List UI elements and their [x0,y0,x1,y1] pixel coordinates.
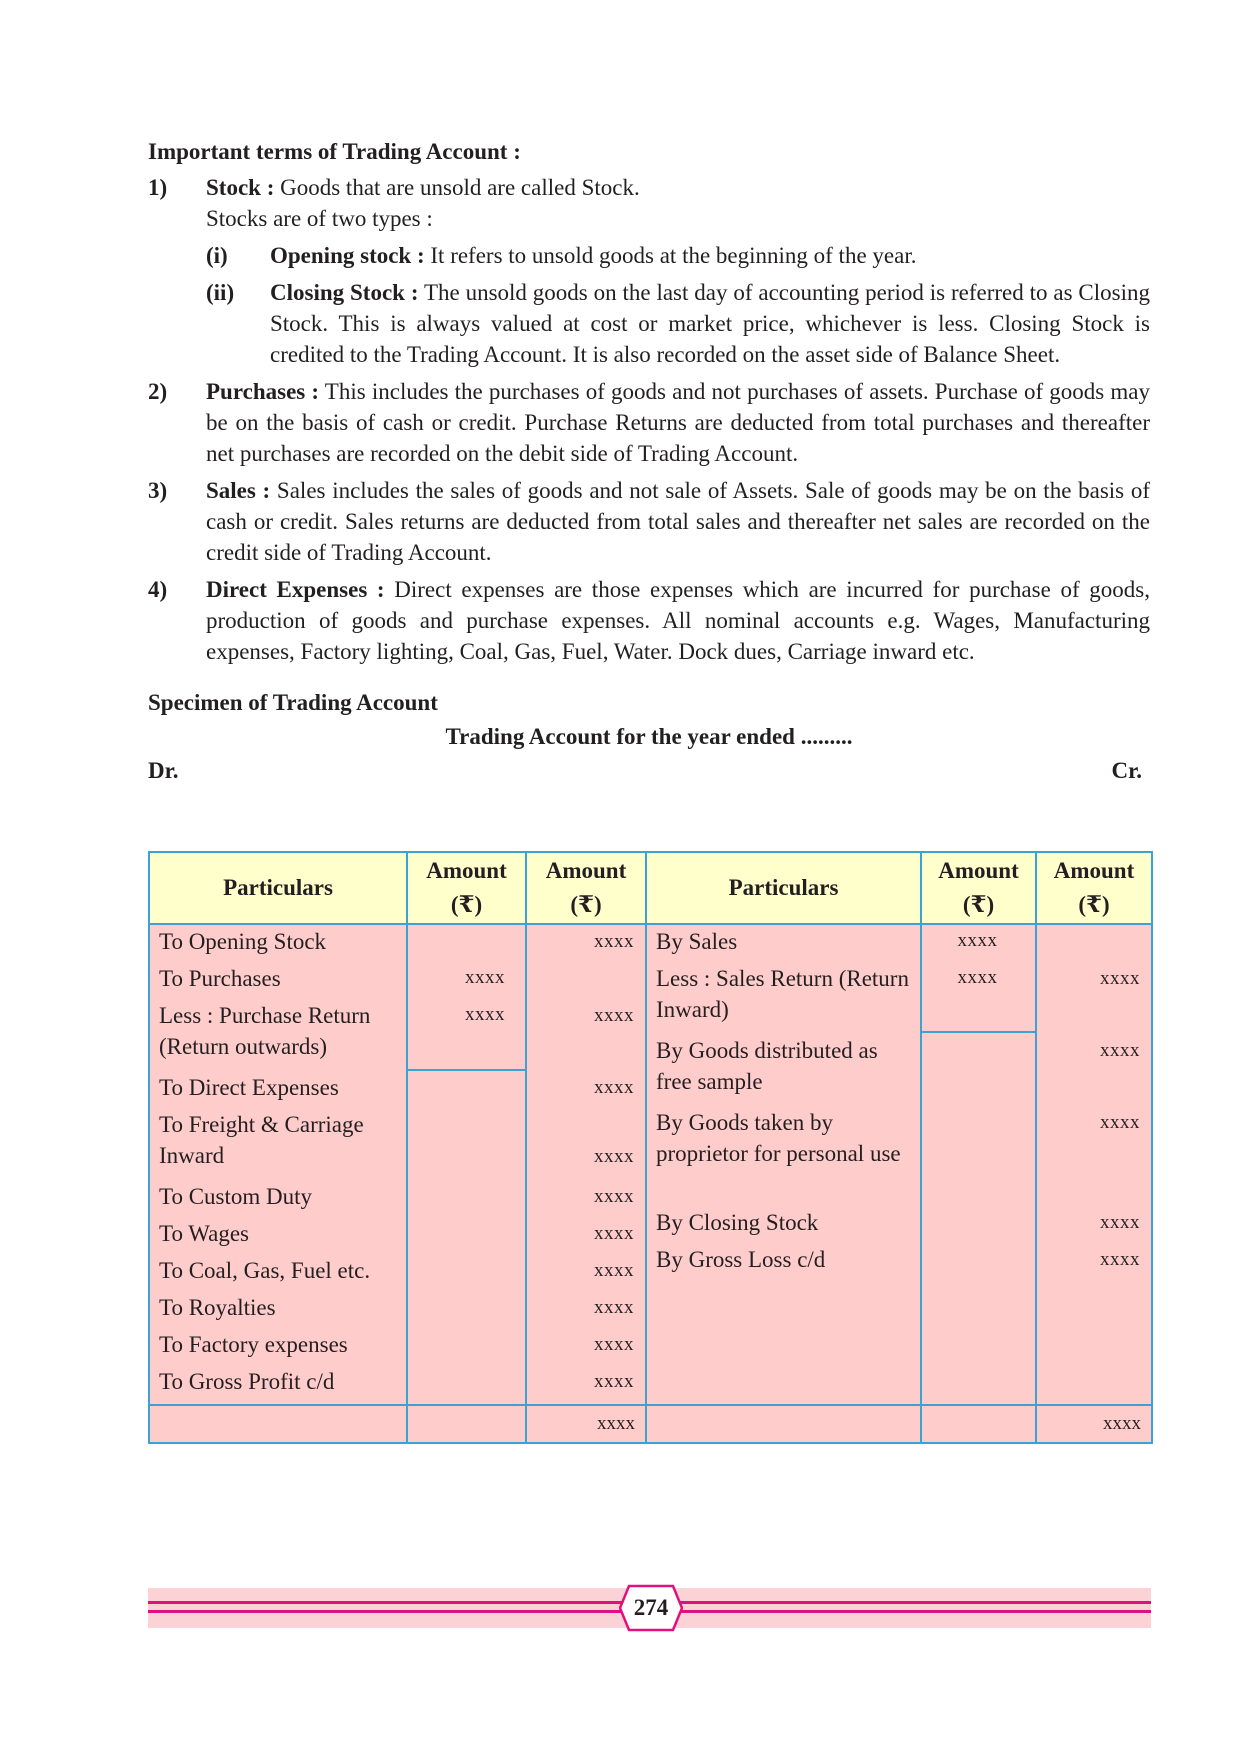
table-cell: xxxx [594,1146,634,1167]
table-cell: xxxx [594,1260,634,1281]
table-body-row [149,924,1152,1405]
table-cell: xxxx [1100,1112,1140,1133]
credit-total: xxxx [1036,1405,1152,1443]
term-text: Goods that are unsold are called Stock. [274,175,640,200]
table-cell: To Royalties [159,1295,276,1320]
table-cell: To Coal, Gas, Fuel etc. [159,1258,371,1283]
subitem-title: Opening stock : [270,243,425,268]
debit-amount-header-2: Amount (₹) [526,852,646,924]
table-cell [528,963,644,1000]
debit-inner-amount-column [407,924,526,1405]
dr-cr-row [148,752,1150,786]
subitem-title: Closing Stock : [270,280,419,305]
section-heading: Important terms of Trading Account : [148,139,521,164]
term-title: Direct Expenses : [206,577,385,602]
table-cell: By Goods taken by proprietor for personal use [656,1110,901,1166]
table-cell: To Opening Stock [159,929,327,954]
debit-label: Dr. [148,758,179,783]
term-number: 4) [148,577,168,602]
debit-particulars-column [149,924,407,1405]
debit-total: xxxx [526,1405,646,1443]
term-number: 2) [148,379,168,404]
stock-type-opening [206,240,1150,271]
term-text: This includes the purchases of goods and not purchases of assets. Purchase of goods may be on the basis of cash or credit. Purchase Returns are deducted from total purchases and thereafter net purchases are recorded on the debit side of Trading Account. [206,379,1150,466]
table-cell: To Custom Duty [159,1184,313,1209]
table-cell: To Purchases [159,966,281,991]
specimen-heading: Specimen of Trading Account [148,690,438,715]
table-cell [921,1405,1036,1443]
credit-amount-header-2: Amount (₹) [1036,852,1152,924]
table-cell: xxxx [957,967,998,988]
subitem-number: (i) [206,243,228,268]
credit-amount-header-1: Amount (₹) [921,852,1036,924]
debit-amount-header-1: Amount (₹) [407,852,526,924]
credit-particulars-header: Particulars [646,852,921,924]
table-cell: Less : Sales Return (Return Inward) [656,966,909,1022]
page-number: 274 [633,1595,669,1620]
term-sales [148,475,1150,568]
table-cell: By Gross Loss c/d [656,1247,826,1272]
table-cell [407,1405,526,1443]
table-cell: To Freight & Carriage Inward [159,1112,364,1168]
debit-particulars-header: Particulars [149,852,407,924]
table-header-row [149,852,1152,924]
subitem-number: (ii) [206,280,235,305]
table-cell: To Gross Profit c/d [159,1369,335,1394]
credit-inner-amount-column [921,924,1036,1405]
table-cell: xxxx [594,1371,634,1392]
term-title: Sales : [206,478,271,503]
credit-label: Cr. [1111,758,1142,783]
table-cell: xxxx [594,931,634,952]
table-cell: By Sales [656,929,738,954]
credit-outer-amount-column [1036,924,1152,1405]
term-direct-expenses [148,574,1150,667]
table-cell: xxxx [957,930,998,951]
trading-account-table [148,851,1151,1444]
table-cell [646,1405,921,1443]
term-text: Direct expenses are those expenses which are incurred for purchase of goods, production of goods and purchase expenses. All nominal accounts e.g. Wages, Manufacturing expenses, Factory lighting, Coal, Gas, Fuel, Water. Dock dues, Carriage inward etc. [206,577,1150,664]
credit-particulars-column [646,924,921,1405]
term-title: Stock : [206,175,275,200]
table-cell: To Direct Expenses [159,1075,339,1100]
term-purchases [148,376,1150,469]
table-total-row [149,1405,1152,1443]
table-cell: xxxx [1100,1212,1140,1233]
account-title: Trading Account for the year ended ......... [445,724,853,749]
debit-outer-amount-column [526,924,646,1405]
table-cell: xxxx [594,1005,634,1026]
table-cell: By Closing Stock [656,1210,819,1235]
stock-types-intro: Stocks are of two types : [206,206,433,231]
table-cell: To Wages [159,1221,250,1246]
page-content [148,136,1150,786]
table-cell: xxxx [465,1004,505,1025]
term-text: Sales includes the sales of goods and not sale of Assets. Sale of goods may be on the basis of cash or credit. Sales returns are deducted from total sales and thereafter net sales are recorded on the credit side of Trading Account. [206,478,1150,565]
table-cell: xxxx [465,967,505,988]
stock-type-closing [206,277,1150,370]
table-cell [1038,926,1150,963]
table-cell: xxxx [594,1297,634,1318]
term-title: Purchases : [206,379,320,404]
table-cell: By Goods distributed as free sample [656,1038,878,1094]
table-cell: xxxx [1100,1040,1140,1061]
page-footer [148,1588,1151,1628]
table-cell: xxxx [594,1334,634,1355]
term-stock [148,172,1150,370]
subitem-text: The unsold goods on the last day of accounting period is referred to as Closing Stock. This is always valued at cost or market price, whichever is less. Closing Stock is credited to the Trading Account. It is also recorded on the asset side of Balance Sheet. [270,280,1150,367]
table-cell: To Factory expenses [159,1332,348,1357]
table-cell: xxxx [594,1186,634,1207]
subitem-text: It refers to unsold goods at the beginning of the year. [424,243,917,268]
term-number: 1) [148,175,168,200]
table-cell [149,1405,407,1443]
table-cell: Less : Purchase Return (Return outwards) [159,1003,371,1059]
table-cell: xxxx [1100,1249,1140,1270]
table-cell: xxxx [1100,968,1140,989]
table-cell: xxxx [594,1077,634,1098]
term-number: 3) [148,478,168,503]
table-cell: xxxx [594,1223,634,1244]
